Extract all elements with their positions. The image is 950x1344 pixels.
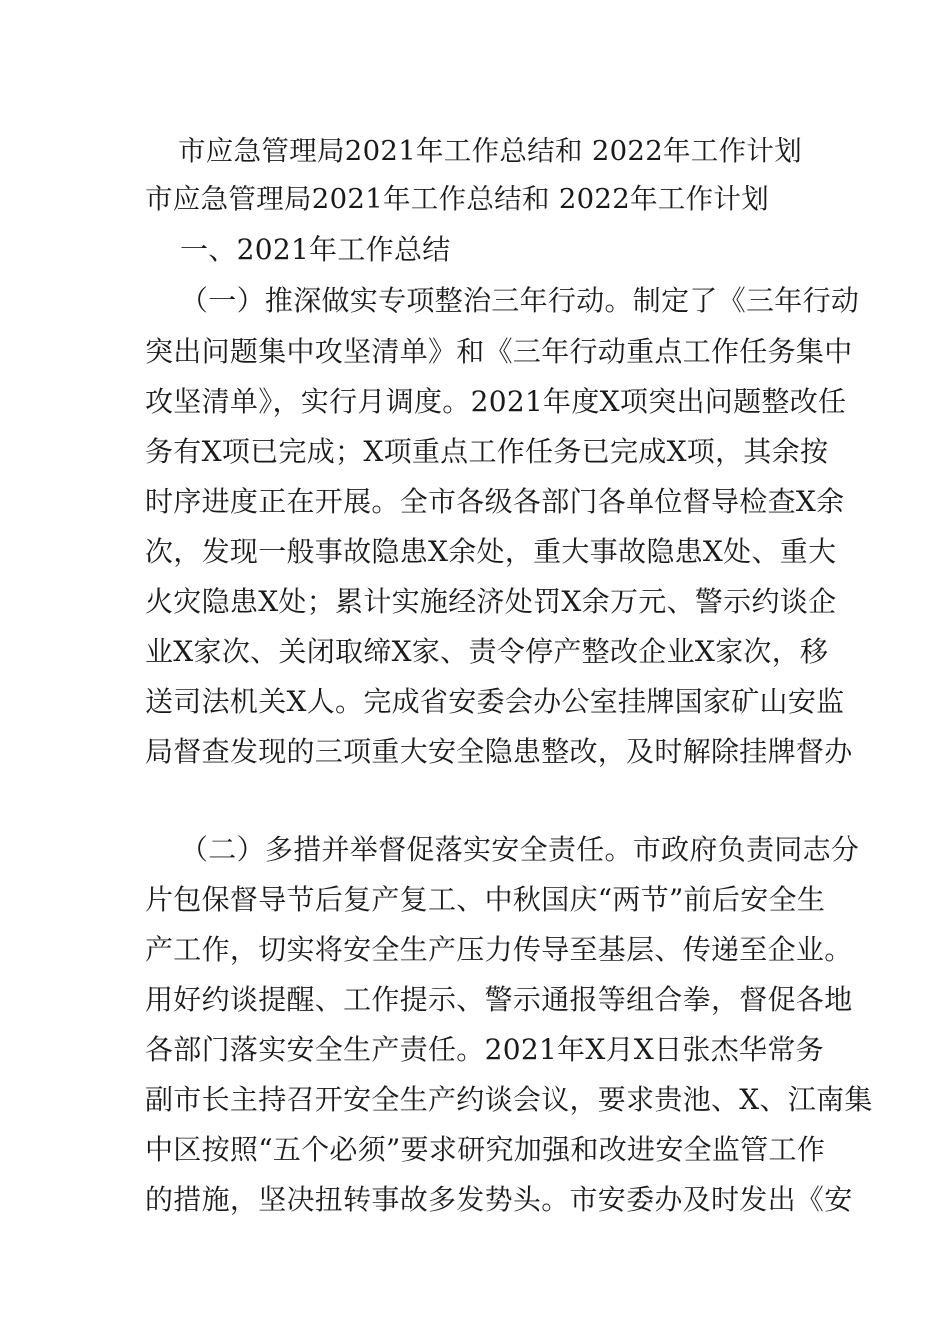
paragraph-line: 产工作，切实将安全生产压力传导至基层、传递至企业。 <box>145 933 853 966</box>
section-heading: 一、2021年工作总结 <box>180 233 451 266</box>
paragraph-line: 次，发现一般事故隐患X余处，重大事故隐患X处、重大 <box>145 535 837 568</box>
paragraph-line: 局督查发现的三项重大安全隐患整改，及时解除挂牌督办 <box>145 735 853 768</box>
paragraph-line: （一）推深做实专项整治三年行动。制定了《三年行动 <box>180 284 860 317</box>
paragraph-line: 送司法机关X人。完成省安委会办公室挂牌国家矿山安监 <box>145 685 845 718</box>
paragraph-line: 副市长主持召开安全生产约谈会议，要求贵池、X、江南集 <box>145 1083 873 1116</box>
paragraph-line: 业X家次、关闭取缔X家、责令停产整改企业X家次，移 <box>145 635 829 668</box>
paragraph-line: 突出问题集中攻坚清单》和《三年行动重点工作任务集中 <box>145 335 853 368</box>
paragraph-line: 片包保督导节后复产复工、中秋国庆“两节”前后安全生 <box>145 883 826 916</box>
paragraph-line: 各部门落实安全生产责任。2021年X月X日张杰华常务 <box>145 1033 824 1066</box>
paragraph-line: 攻坚清单》，实行月调度。2021年度X项突出问题整改任 <box>145 385 847 418</box>
paragraph-line: 时序进度正在开展。全市各级各部门各单位督导检查X余 <box>145 485 845 518</box>
paragraph-line: 用好约谈提醒、工作提示、警示通报等组合拳，督促各地 <box>145 983 853 1016</box>
paragraph-line: 务有X项已完成；X项重点工作任务已完成X项，其余按 <box>145 435 829 468</box>
paragraph-line: （二）多措并举督促落实安全责任。市政府负责同志分 <box>180 833 860 866</box>
document-subtitle: 市应急管理局2021年工作总结和 2022年工作计划 <box>145 183 770 215</box>
paragraph-line: 火灾隐患X处；累计实施经济处罚X余万元、警示约谈企 <box>145 585 837 618</box>
paragraph-line: 中区按照“五个必须”要求研究加强和改进安全监管工作 <box>145 1133 826 1166</box>
paragraph-line: 的措施，坚决扭转事故多发势头。市安委办及时发出《安 <box>145 1183 853 1216</box>
document-title: 市应急管理局2021年工作总结和 2022年工作计划 <box>178 135 803 167</box>
